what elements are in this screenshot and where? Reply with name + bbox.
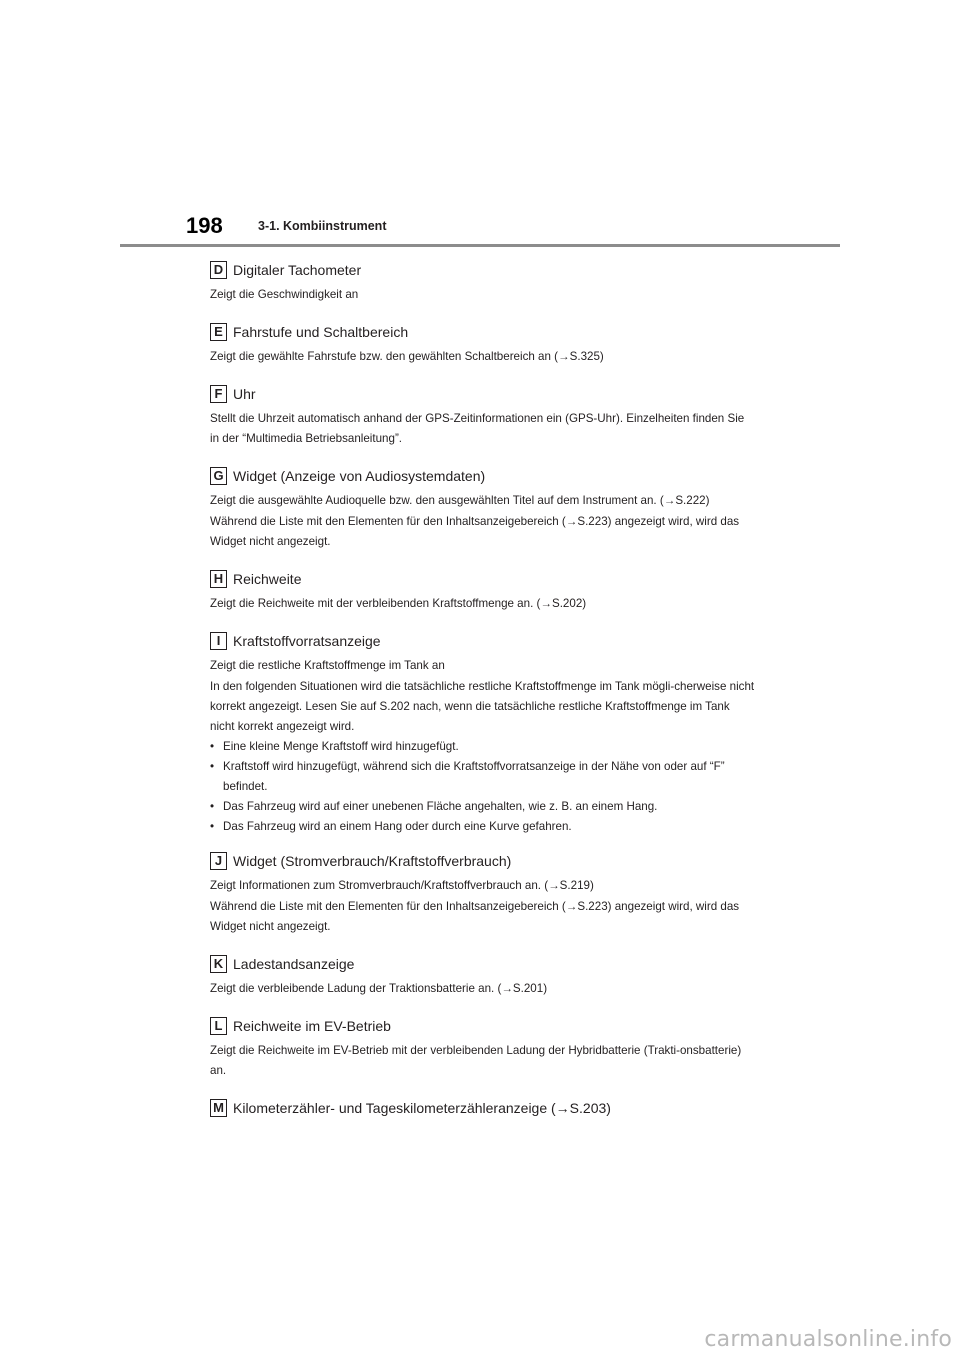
item-title: Kraftstoffvorratsanzeige [233, 633, 381, 649]
item-note: Während die Liste mit den Elementen für den Inhaltsanzeigebereich (→S.223) angezeigt wird, wird das Widget nicht angezeigt. [210, 515, 740, 548]
header-divider [120, 244, 840, 247]
bullet-list [210, 737, 755, 837]
item-m [210, 1094, 755, 1122]
item-heading [210, 462, 755, 490]
item-heading [210, 950, 755, 978]
item-heading [210, 847, 755, 875]
item-description: Stellt die Uhrzeit automatisch anhand der GPS-Zeitinformationen ein (GPS-Uhr). Einzelheiten finden Sie in der “Multimedia Betriebsanleitung”. [210, 412, 745, 445]
item-title: Kilometerzähler- und Tageskilometerzähleranzeige (→S.203) [233, 1100, 611, 1116]
item-letter-badge: E [210, 323, 227, 341]
item-title: Uhr [233, 386, 256, 402]
item-heading [210, 256, 755, 284]
list-item: • Kraftstoff wird hinzugefügt, während sich die Kraftstoffvorratsanzeige in der Nähe von oder auf “F” befindet. [210, 760, 725, 793]
item-i [210, 627, 755, 837]
item-heading [210, 1012, 755, 1040]
item-j [210, 847, 755, 937]
item-f [210, 380, 755, 449]
item-l [210, 1012, 755, 1081]
item-title: Reichweite im EV-Betrieb [233, 1018, 391, 1034]
item-description: Zeigt Informationen zum Stromverbrauch/Kraftstoffverbrauch an. (→S.219) [210, 879, 594, 892]
item-title: Reichweite [233, 571, 302, 587]
item-title: Fahrstufe und Schaltbereich [233, 324, 409, 340]
item-description: Zeigt die Reichweite im EV-Betrieb mit der verbleibenden Ladung der Hybridbatterie (Trakti-onsbatterie) an. [210, 1044, 742, 1077]
item-k [210, 950, 755, 999]
item-description: Zeigt die gewählte Fahrstufe bzw. den gewählten Schaltbereich an (→S.325) [210, 350, 604, 363]
item-title: Ladestandsanzeige [233, 956, 355, 972]
item-d [210, 256, 755, 305]
item-letter-badge: H [210, 570, 227, 588]
item-letter-badge: G [210, 467, 227, 485]
list-item: • Eine kleine Menge Kraftstoff wird hinzugefügt. [210, 740, 459, 753]
item-letter-badge: M [210, 1099, 227, 1117]
item-heading [210, 565, 755, 593]
list-item: • Das Fahrzeug wird an einem Hang oder durch eine Kurve gefahren. [210, 820, 572, 833]
item-heading [210, 1094, 755, 1122]
list-item: • Das Fahrzeug wird auf einer unebenen Fläche angehalten, wie z. B. an einem Hang. [210, 800, 658, 813]
item-description: Zeigt die Reichweite mit der verbleibenden Kraftstoffmenge an. (→S.202) [210, 597, 587, 610]
item-g [210, 462, 755, 552]
item-letter-badge: D [210, 261, 227, 279]
watermark-text: carmanualsonline.info [704, 1327, 952, 1352]
item-letter-badge: L [210, 1017, 227, 1035]
item-description: Zeigt die Geschwindigkeit an [210, 288, 359, 301]
item-note: In den folgenden Situationen wird die tatsächliche restliche Kraftstoffmenge im Tank mögli-cherweise nicht korrekt angezeigt. Lesen Sie auf S.202 nach, wenn die tatsächliche restliche Kraftstoffmenge im Tank nicht korrekt angezeigt wird. [210, 680, 755, 733]
item-description: Zeigt die restliche Kraftstoffmenge im Tank an [210, 659, 445, 672]
item-description: Zeigt die ausgewählte Audioquelle bzw. den ausgewählten Titel auf dem Instrument an. (→S.222) [210, 494, 710, 507]
item-h [210, 565, 755, 614]
page-number: 198 [186, 213, 223, 238]
item-letter-badge: J [210, 852, 227, 870]
item-note: Während die Liste mit den Elementen für den Inhaltsanzeigebereich (→S.223) angezeigt wird, wird das Widget nicht angezeigt. [210, 900, 740, 933]
item-heading [210, 627, 755, 655]
item-letter-badge: K [210, 955, 227, 973]
item-title: Widget (Stromverbrauch/Kraftstoffverbrauch) [233, 853, 512, 869]
section-title: 3-1. Kombiinstrument [258, 219, 387, 233]
item-title: Digitaler Tachometer [233, 262, 362, 278]
item-e [210, 318, 755, 367]
item-list [210, 256, 755, 1122]
item-letter-badge: I [210, 632, 227, 650]
item-letter-badge: F [210, 385, 227, 403]
item-heading [210, 318, 755, 346]
item-heading [210, 380, 755, 408]
item-description: Zeigt die verbleibende Ladung der Traktionsbatterie an. (→S.201) [210, 982, 548, 995]
item-title: Widget (Anzeige von Audiosystemdaten) [233, 468, 486, 484]
